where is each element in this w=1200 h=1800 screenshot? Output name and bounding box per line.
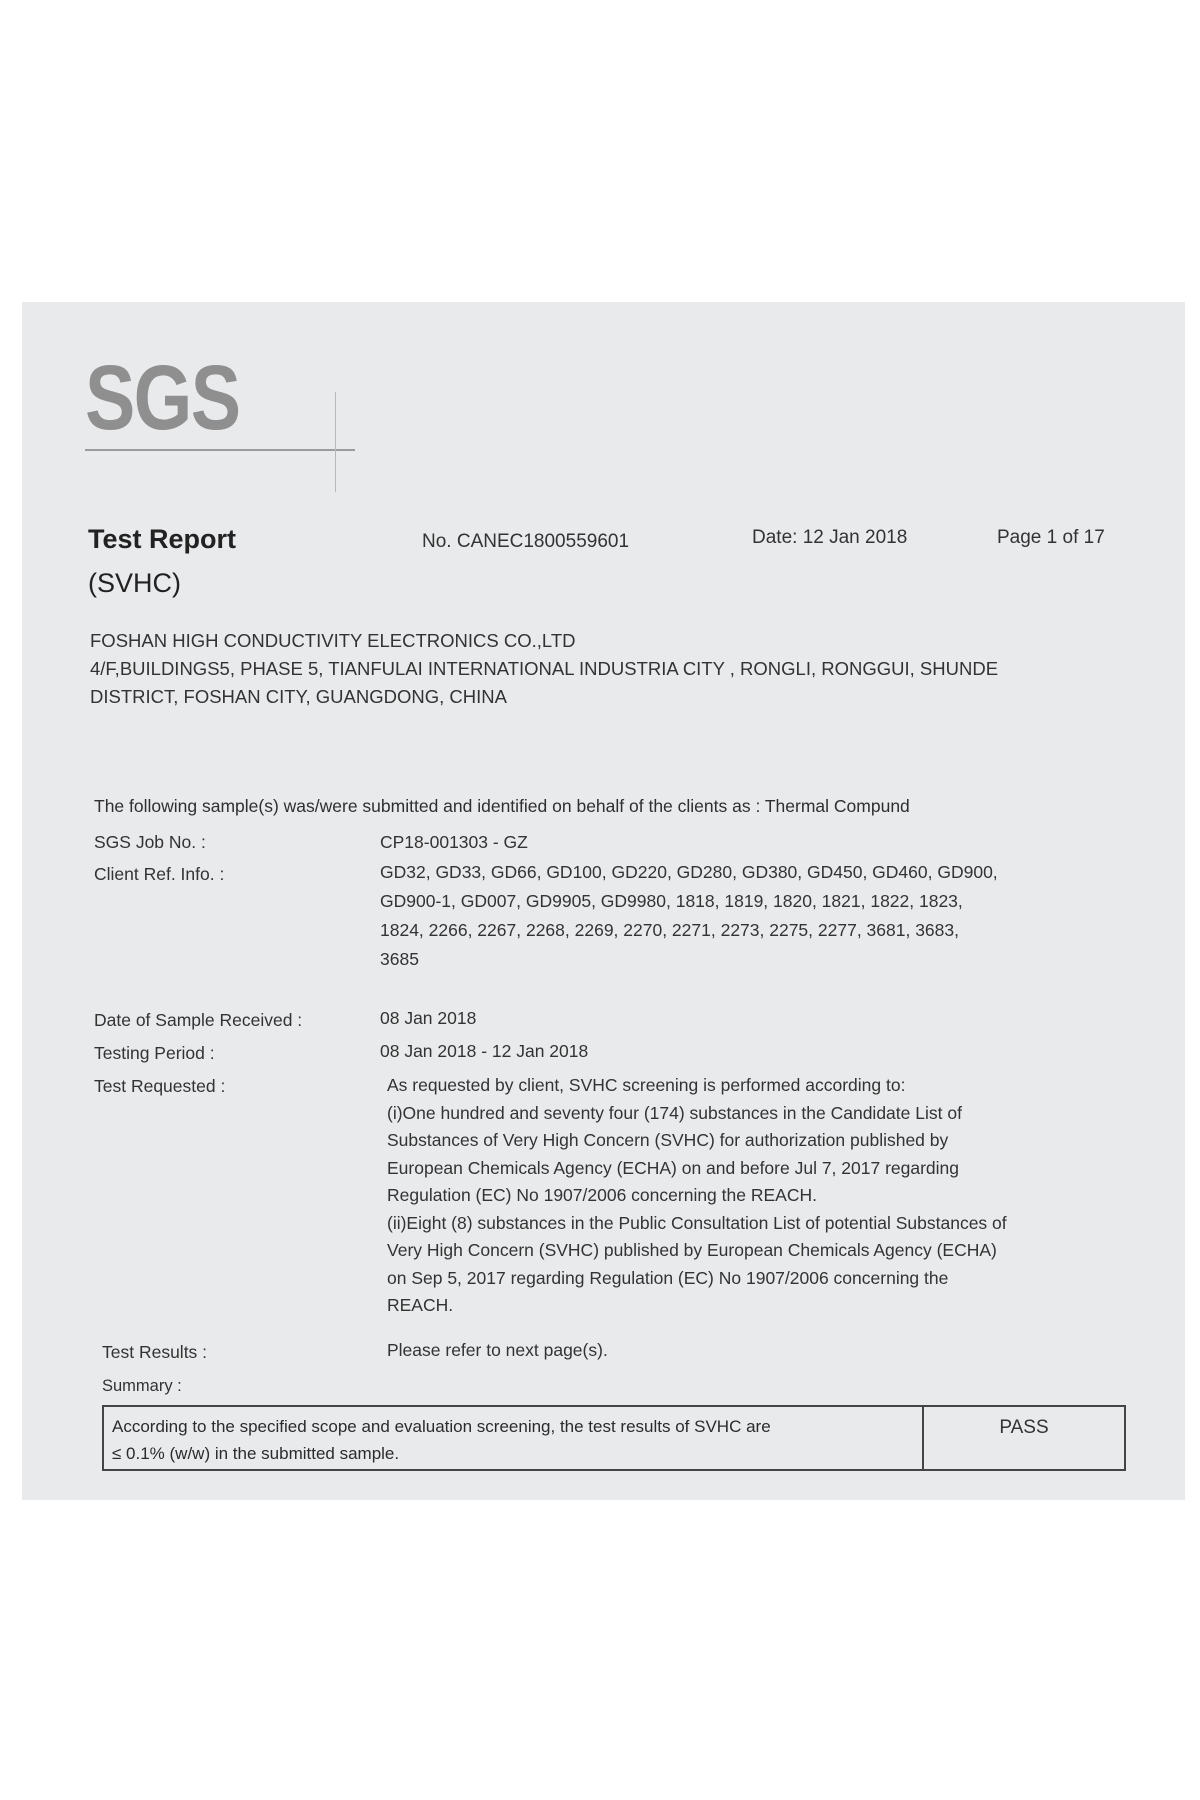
- requested-line: Regulation (EC) No 1907/2006 concerning the REACH.: [387, 1185, 817, 1205]
- period-label: Testing Period :: [94, 1043, 215, 1063]
- report-page: [22, 302, 1185, 1500]
- client-ref-line: 3685: [380, 949, 419, 969]
- logo-text: SGS: [85, 347, 240, 449]
- job-no-label: SGS Job No. :: [94, 832, 206, 852]
- summary-label: Summary :: [102, 1377, 182, 1395]
- requested-line: REACH.: [387, 1295, 454, 1315]
- report-number: No. CANEC1800559601: [422, 531, 630, 552]
- client-ref-label: Client Ref. Info. :: [94, 864, 225, 884]
- requested-label: Test Requested :: [94, 1076, 226, 1096]
- intro-text: The following sample(s) was/were submitted and identified on behalf of the clients as : Thermal Compund: [94, 796, 910, 816]
- sgs-logo: [85, 347, 273, 449]
- client-ref-line: 1824, 2266, 2267, 2268, 2269, 2270, 2271, 2273, 2275, 2277, 3681, 3683,: [380, 920, 959, 940]
- received-label: Date of Sample Received :: [94, 1010, 303, 1030]
- requested-line: (i)One hundred and seventy four (174) substances in the Candidate List of: [387, 1102, 962, 1123]
- summary-text: [104, 1407, 924, 1469]
- summary-table: [102, 1405, 1126, 1471]
- summary-line: According to the specified scope and evaluation screening, the test results of SVHC are: [112, 1417, 771, 1436]
- job-no-value: CP18-001303 - GZ: [380, 832, 528, 852]
- summary-line: ≤ 0.1% (w/w) in the submitted sample.: [112, 1444, 400, 1463]
- requested-line: European Chemicals Agency (ECHA) on and before Jul 7, 2017 regarding: [387, 1157, 960, 1178]
- client-ref-value: [380, 858, 998, 974]
- results-value: Please refer to next page(s).: [387, 1340, 608, 1360]
- requested-line: Substances of Very High Concern (SVHC) for authorization published by: [387, 1130, 949, 1150]
- report-date: Date: 12 Jan 2018: [752, 527, 908, 548]
- requested-line: (ii)Eight (8) substances in the Public Consultation List of potential Substances of: [387, 1212, 1007, 1233]
- client-ref-line: GD900-1, GD007, GD9905, GD9980, 1818, 1819, 1820, 1821, 1822, 1823,: [380, 891, 963, 911]
- logo-rule: [335, 392, 336, 492]
- client-ref-line: GD32, GD33, GD66, GD100, GD220, GD280, GD380, GD450, GD460, GD900,: [380, 862, 998, 882]
- requested-value: [387, 1072, 1157, 1320]
- requested-line: As requested by client, SVHC screening is performed according to:: [387, 1075, 906, 1095]
- requested-line: Very High Concern (SVHC) published by European Chemicals Agency (ECHA): [387, 1240, 997, 1260]
- page-indicator: Page 1 of 17: [997, 527, 1105, 548]
- summary-result: PASS: [999, 1417, 1049, 1438]
- company-name: FOSHAN HIGH CONDUCTIVITY ELECTRONICS CO.,LTD: [90, 630, 576, 651]
- results-label: Test Results :: [102, 1342, 208, 1362]
- requested-line: on Sep 5, 2017 regarding Regulation (EC) No 1907/2006 concerning the: [387, 1267, 949, 1288]
- received-value: 08 Jan 2018: [380, 1008, 477, 1028]
- report-title: Test Report: [88, 524, 237, 554]
- period-value: 08 Jan 2018 - 12 Jan 2018: [380, 1041, 589, 1061]
- logo-underline: [85, 449, 355, 451]
- company-address-line: DISTRICT, FOSHAN CITY, GUANGDONG, CHINA: [90, 686, 507, 707]
- company-address-line: 4/F,BUILDINGS5, PHASE 5, TIANFULAI INTERNATIONAL INDUSTRIA CITY , RONGLI, RONGGUI, SHUNDE: [90, 658, 999, 679]
- report-subtitle: (SVHC): [88, 568, 181, 598]
- company-block: [90, 627, 1160, 711]
